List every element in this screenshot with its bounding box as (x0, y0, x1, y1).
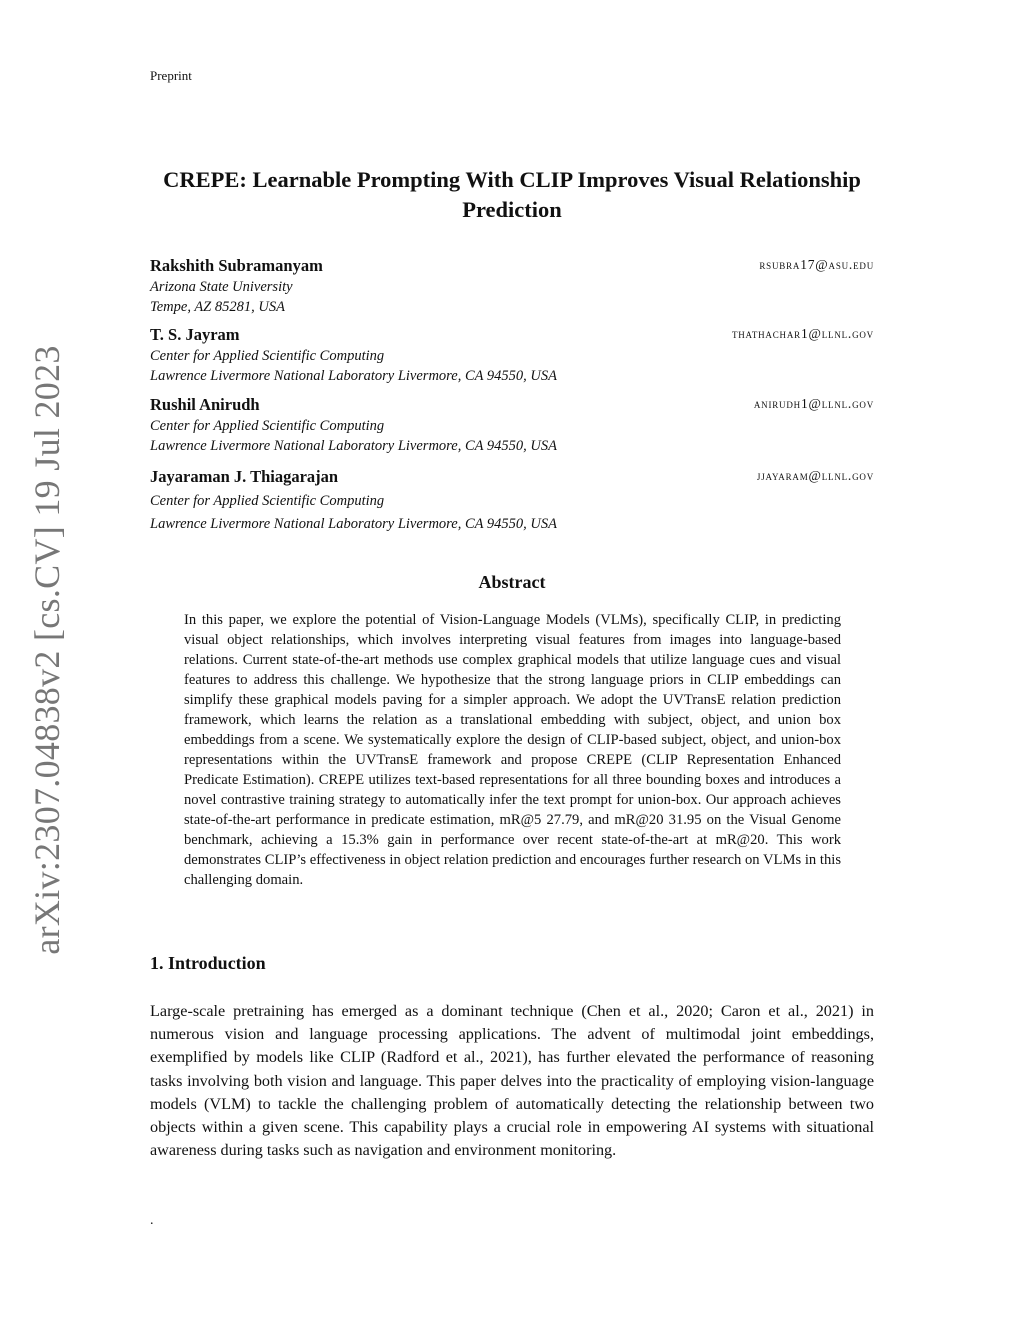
introduction-paragraph: Large-scale pretraining has emerged as a dominant technique (Chen et al., 2020; Caron et al., 2021) in numerous vision and language processing applications. The advent of multimodal joint embeddings, exemplified by models like CLIP (Radford et al., 2021), has further elevated the performance of reasoning tasks involving both vision and language. This paper delves into the practicality of employing vision-language models (VLM) to tackle the challenging problem of automatically detecting the relationship between two objects within a given scene. This capability plays a crucial role in empowering AI systems with situational awareness during tasks such as navigation and environment monitoring. (150, 1002, 874, 1160)
author-affiliation-line: Tempe, AZ 85281, USA (150, 299, 285, 315)
author-affiliation-line: Arizona State University (150, 279, 293, 295)
abstract-heading: Abstract (478, 572, 546, 592)
author-name: Rushil Anirudh (150, 395, 260, 414)
author-email: anirudh1@llnl.gov (753, 396, 874, 411)
author-name: Rakshith Subramanyam (150, 256, 323, 275)
author-block (150, 255, 874, 317)
author-block (150, 394, 874, 456)
paper-title: CREPE: Learnable Prompting With CLIP Improves Visual Relationship Prediction (163, 167, 861, 222)
author-block (150, 324, 874, 386)
footnote-mark: . (150, 1213, 154, 1228)
running-header: Preprint (150, 68, 192, 83)
section-heading-introduction: 1. Introduction (150, 953, 266, 973)
author-block (150, 466, 874, 534)
author-affiliation-line: Lawrence Livermore National Laboratory Livermore, CA 94550, USA (150, 438, 557, 454)
author-affiliation-line: Lawrence Livermore National Laboratory Livermore, CA 94550, USA (150, 516, 557, 532)
author-email: thathachar1@llnl.gov (731, 326, 874, 341)
author-email: jjayaram@llnl.gov (756, 468, 874, 483)
author-name: T. S. Jayram (150, 325, 240, 344)
author-affiliation-line: Center for Applied Scientific Computing (150, 418, 385, 434)
abstract-text: In this paper, we explore the potential of Vision-Language Models (VLMs), specifically CLIP, in predicting visual object relationships, which involves interpreting visual features from images into language-based relations. Current state-of-the-art methods use complex graphical models that utilize language cues and visual features to address this challenge. We hypothesize that the strong language priors in CLIP embeddings can simplify these graphical models paving for a simpler approach. We adopt the UVTransE relation prediction framework, which learns the relation as a translational embedding with subject, object, and union box embeddings from a scene. We systematically explore the design of CLIP-based subject, object, and union-box representations within the UVTransE framework and propose CREPE (CLIP Representation Enhanced Predicate Estimation). CREPE utilizes text-based representations for all three bounding boxes and introduces a novel contrastive training strategy to automatically infer the text prompt for union-box. Our approach achieves state-of-the-art performance in predicate estimation, mR@5 27.79, and mR@20 31.95 on the Visual Genome benchmark, achieving a 15.3% gain in performance over recent state-of-the-art at mR@20. This work demonstrates CLIP’s effectiveness in object relation prediction and encourages further research on VLMs in this challenging domain. (184, 612, 841, 888)
author-email: rsubra17@asu.edu (759, 257, 874, 272)
author-name: Jayaraman J. Thiagarajan (150, 467, 339, 486)
arxiv-identifier-text: arXiv:2307.04838v2 [cs.CV] 19 Jul 2023 (27, 345, 67, 955)
author-affiliation-line: Center for Applied Scientific Computing (150, 493, 385, 509)
author-affiliation-line: Lawrence Livermore National Laboratory Livermore, CA 94550, USA (150, 368, 557, 384)
author-affiliation-line: Center for Applied Scientific Computing (150, 348, 385, 364)
